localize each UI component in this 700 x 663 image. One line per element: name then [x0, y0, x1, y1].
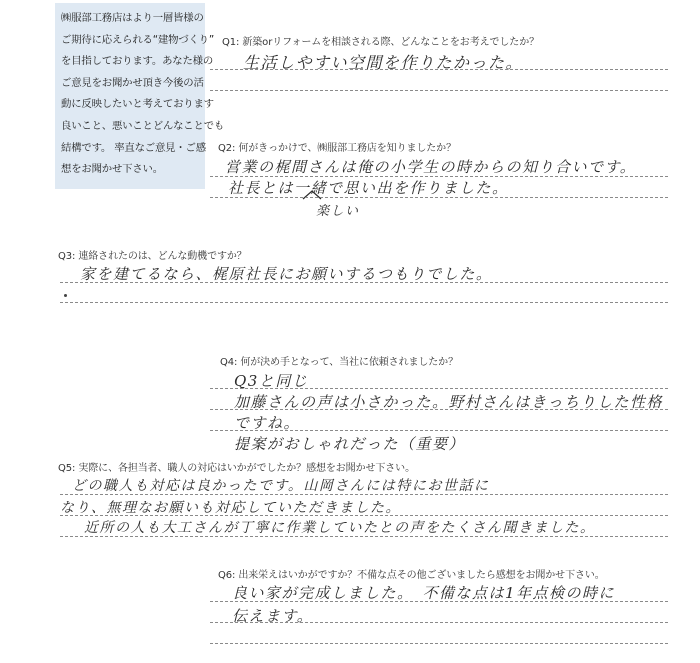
answer-5-line: どの職人も対応は良かったです。山岡さんには特にお世話に [72, 478, 490, 494]
answer-rule [210, 409, 668, 410]
intro-line: 良いこと、悪いことどんなことでも [61, 119, 225, 132]
answer-rule [60, 515, 668, 516]
question-3-label: Q3: 連絡されたのは、どんな動機ですか？ [58, 251, 247, 262]
question-1-label: Q1: 新築orリフォームを相談される際、どんなことをお考えでしたか？ [222, 37, 540, 48]
intro-line: 動に反映したいと考えております [61, 98, 214, 111]
answer-rule [210, 643, 668, 644]
intro-line: を目指しております。あなた様の [61, 55, 214, 68]
answer-rule [60, 494, 668, 495]
answer-6-line: 良い家が完成しました。 不備な点は1年点検の時に [232, 584, 616, 602]
answer-rule [60, 282, 668, 283]
intro-line: ご意見をお聞かせ頂き今後の活 [61, 76, 204, 89]
stray-dot [64, 294, 67, 297]
intro-box [55, 3, 225, 189]
answer-rule [210, 69, 668, 70]
question-4-label: Q4: 何が決め手となって、当社に依頼されましたか？ [220, 357, 458, 368]
answer-4-line: ですね。 [234, 414, 301, 432]
answer-4-line: 提案がおしゃれだった（重要） [234, 435, 466, 453]
answer-2-line: 社長とは一緒で思い出を作りました。 [228, 179, 509, 197]
answer-1-line: 生活しやすい空間を作りたかった。 [243, 53, 524, 72]
answer-rule [210, 430, 668, 431]
answer-rule [210, 622, 668, 623]
answer-4-line: 加藤さんの声は小さかった。野村さんはきっちりした性格 [234, 393, 664, 411]
insertion-caret-icon [302, 190, 322, 200]
answer-5-line: 近所の人も大工さんが丁寧に作業していたとの声をたくさん聞きました。 [84, 520, 596, 536]
answer-rule [60, 536, 668, 537]
question-6-label: Q6: 出来栄えはいかがですか？不備な点その他ございましたら感想をお聞かせ下さい。 [218, 570, 605, 581]
answer-6-line: 伝えます。 [232, 607, 314, 625]
answer-5-line: なり、無理なお願いも対応していただきました。 [60, 500, 401, 516]
intro-line: ご期待に応えられる“建物づくり” [61, 33, 215, 46]
answer-3-line: 家を建てるなら、梶原社長にお願いするつもりでした。 [80, 265, 493, 283]
answer-2-insertion: 楽しい [316, 204, 360, 219]
question-2-label: Q2: 何がきっかけで、㈱服部工務店を知りましたか？ [218, 143, 456, 154]
answer-2-line: 営業の梶間さんは俺の小学生の時からの知り合いです。 [225, 158, 637, 176]
answer-rule [210, 601, 668, 602]
intro-line: 結構です。 率直なご意見・ご感 [61, 141, 206, 154]
answer-rule [210, 388, 668, 389]
question-5-label: Q5: 実際に、各担当者、職人の対応はいかがでしたか？感想をお聞かせ下さい。 [58, 463, 415, 474]
answer-rule [210, 197, 668, 198]
answer-4-line: Q3と同じ [234, 372, 309, 390]
intro-line: ㈱服部工務店はより一層皆様の [61, 12, 204, 24]
answer-rule [210, 90, 668, 91]
answer-rule [60, 302, 668, 303]
intro-line: 想をお聞かせ下さい。 [61, 163, 163, 176]
